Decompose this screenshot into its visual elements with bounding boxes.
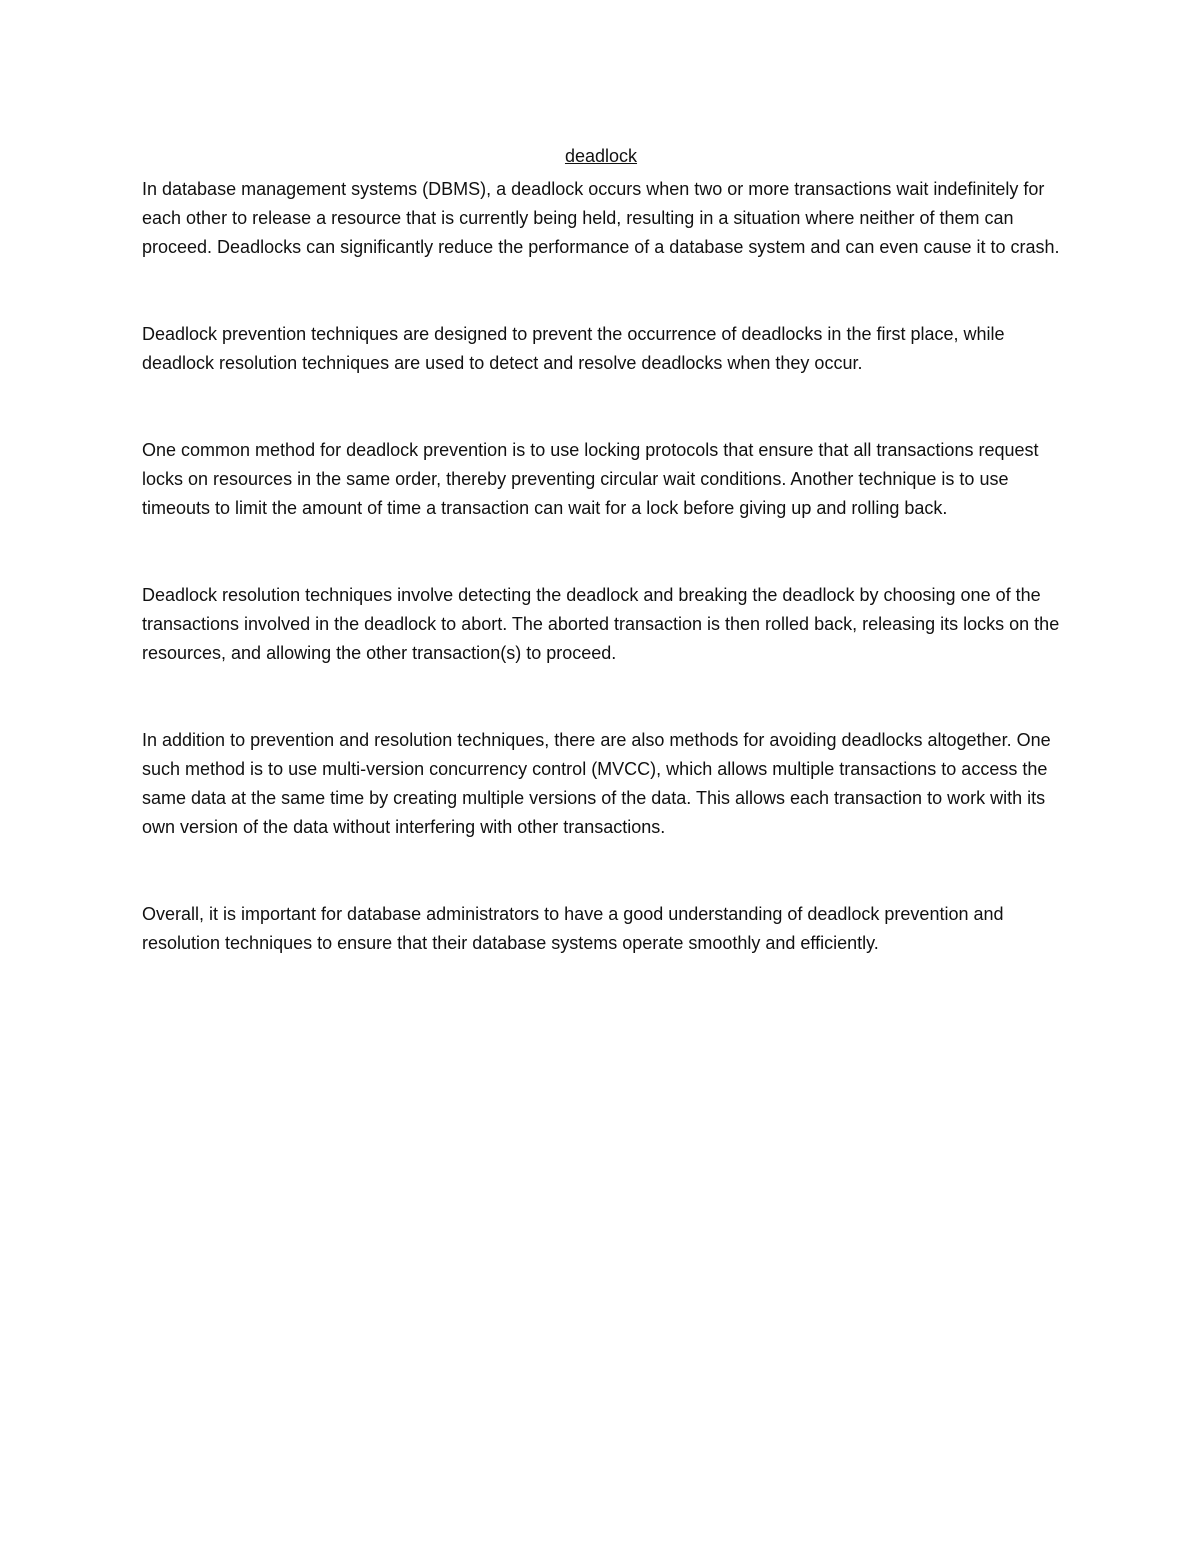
document-title: deadlock — [564, 146, 638, 166]
paragraph-conclusion: Overall, it is important for database administrators to have a good understanding of deadlock prevention and resolution techniques to ensure that their database systems operate smoothly and efficiently. — [142, 904, 1004, 953]
paragraph-definition: In database management systems (DBMS), a deadlock occurs when two or more transactions wait indefinitely for each other to release a resource that is currently being held, resulting in a situation where neither of them can proceed. Deadlocks can significantly reduce the performance of a database system and can even cause it to crash. — [142, 179, 1060, 257]
document-body — [142, 140, 1060, 958]
paragraph-resolution-methods: Deadlock resolution techniques involve detecting the deadlock and breaking the deadlock by choosing one of the transactions involved in the deadlock to abort. The aborted transaction is then rolled back, releasing its locks on the resources, and allowing the other transaction(s) to proceed. — [142, 585, 1060, 663]
paragraph-prevention-methods: One common method for deadlock prevention is to use locking protocols that ensure that all transactions request locks on resources in the same order, thereby preventing circular wait conditions. Another technique is to use timeouts to limit the amount of time a transaction can wait for a lock before giving up and rolling back. — [142, 440, 1039, 518]
paragraph-avoidance-mvcc: In addition to prevention and resolution techniques, there are also methods for avoiding deadlocks altogether. One such method is to use multi-version concurrency control (MVCC), which allows multiple transactions to access the same data at the same time by creating multiple versions of the data. This allows each transaction to work with its own version of the data without interfering with other transactions. — [142, 730, 1051, 837]
paragraph-prevention-vs-resolution: Deadlock prevention techniques are designed to prevent the occurrence of deadlocks in the first place, while deadlock resolution techniques are used to detect and resolve deadlocks when they occur. — [142, 324, 1005, 373]
